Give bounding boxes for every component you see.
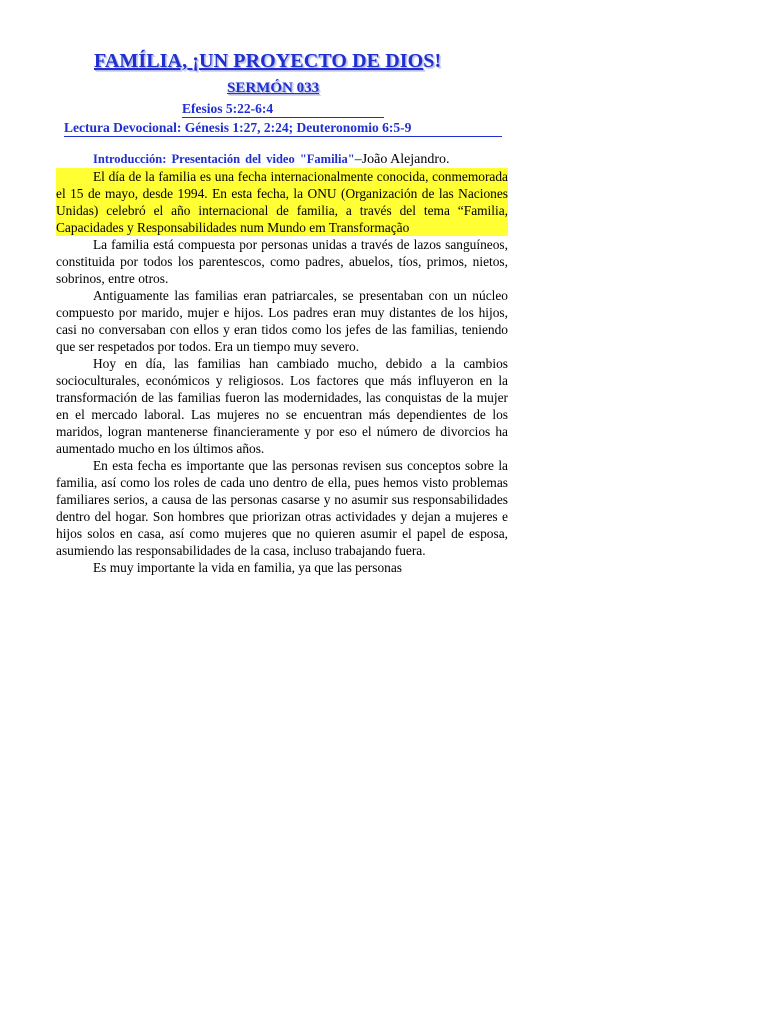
paragraph-patriarchal: Antiguamente las familias eran patriarcales, se presentaban con un núcleo compuesto por marido, mujer e hijos. Los padres eran muy distantes de los hijos, casi no conversaban con ellos y eran tidos como los jefes de las familias, teniendo que ser respetados por todos. Era un tiempo muy severo. (56, 288, 508, 354)
highlighted-text: El día de la familia es una fecha internacionalmente conocida, conmemorada el 15 de mayo, desde 1994. En esta fecha, la ONU (Organización de las Naciones Unidas) celebró el año internacional de familia, a través del tema “Familia, Capacidades y Responsabilidades (56, 169, 508, 235)
paragraph-changes: Hoy en día, las familias han cambiado mucho, debido a la cambios socioculturales, económicos y religiosos. Los factores que más influyeron en la transformación de las familias fueron las modernidades, las conquistas de la mujer en el mercado laboral. Las mujeres no se encuentran más dependientes de los maridos, logran mantenerse financieramente y por eso el número de divorcios ha aumentado mucho en los últimos años. (56, 356, 508, 456)
sermon-number: SERMÓN 033 (227, 80, 320, 96)
document-title (94, 50, 441, 73)
intro-paragraph (56, 150, 508, 168)
intro-author: –João Alejandro. (354, 152, 450, 167)
intro-label: Introducción: Presentación del video "Familia" (93, 152, 355, 166)
title-end: S! (423, 50, 442, 72)
scripture-reference: Efesios 5:22-6:4 (182, 101, 384, 118)
sermon-body (56, 150, 508, 576)
title-main: FAMÍLIA, ¡UN PROYECTO DE DIO (94, 50, 424, 72)
highlighted-last-line: num Mundo em Transformação (240, 220, 423, 235)
paragraph-family-definition: La familia está compuesta por personas unidas a través de lazos sanguíneos, constituida por todos los parentescos, como padres, abuelos, tíos, primos, nietos, sobrinos, entre otros. (56, 237, 508, 286)
paragraph-roles: En esta fecha es importante que las personas revisen sus conceptos sobre la familia, así como los roles de cada uno dentro de ella, pues hemos visto problemas familiares serios, a causa de las personas casarse y no asumir sus responsabilidades dentro del hogar. Son hombres que priorizan otras actividades y dejan a mujeres e hijos solos en casa, así como mujeres que no quieren asumir el papel de esposa, asumiendo las responsabilidades de la casa, incluso trabajando fuera. (56, 458, 508, 558)
highlighted-paragraph (56, 168, 508, 236)
devotional-reading: Lectura Devocional: Génesis 1:27, 2:24; Deuteronomio 6:5-9 (64, 120, 502, 137)
paragraph-family-life: Es muy importante la vida en familia, ya que las personas (93, 560, 403, 575)
